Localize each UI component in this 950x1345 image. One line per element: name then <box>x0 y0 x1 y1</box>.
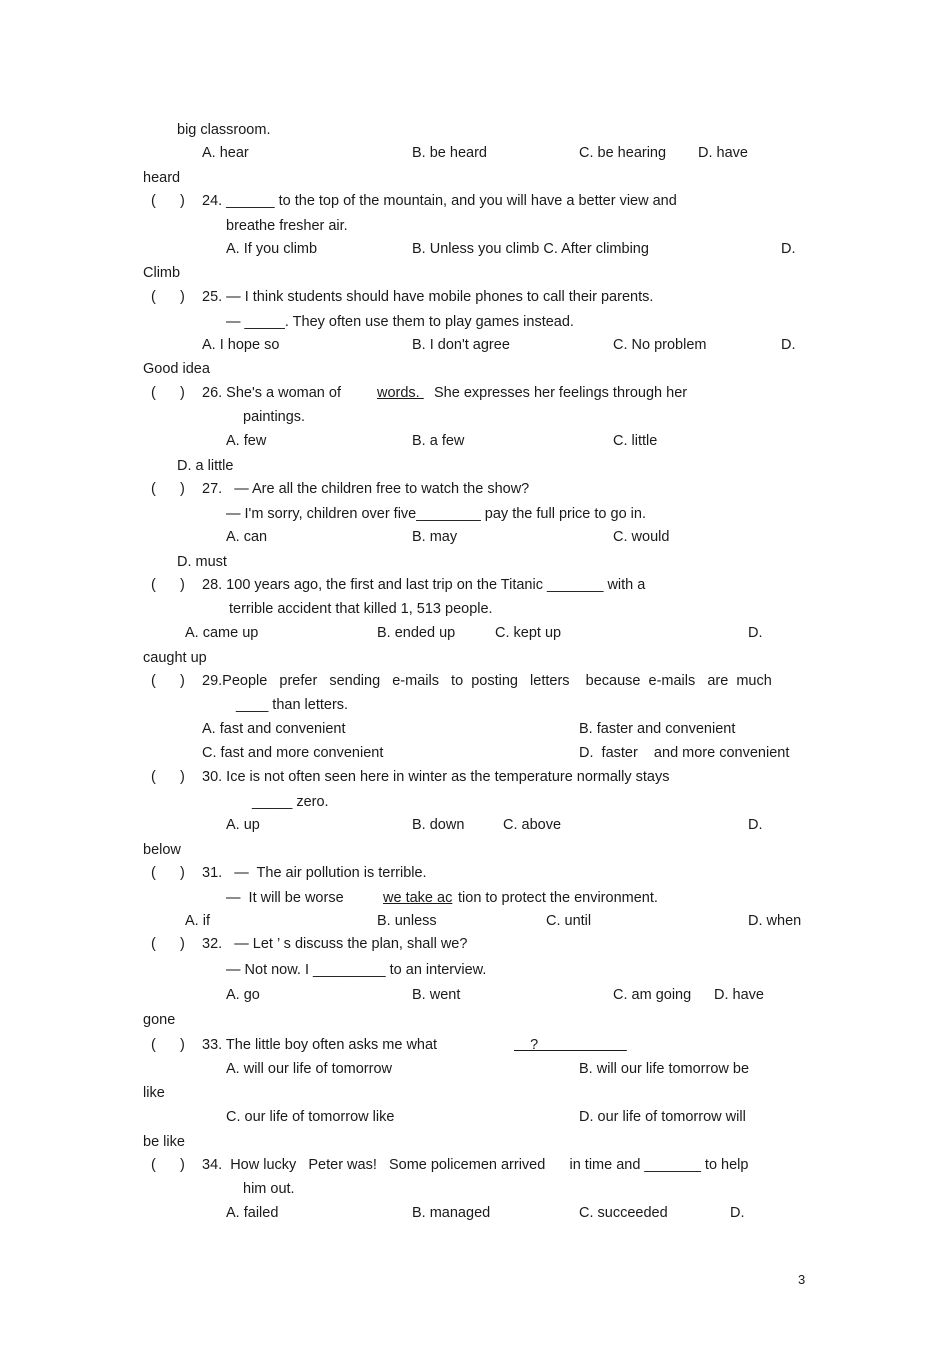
q30-option-b: B. down <box>412 817 465 833</box>
q27-answer-paren: ( ) <box>151 481 185 497</box>
q33-stem-line1: 33. The little boy often asks me what <box>202 1037 438 1053</box>
q27-option-a: A. can <box>226 529 268 545</box>
q30-option-c: C. above <box>503 817 562 833</box>
q33-answer-paren: ( ) <box>151 1037 185 1053</box>
q33-option-b: B. will our life tomorrow be <box>579 1061 750 1077</box>
q29-option-c: C. fast and more convenient <box>202 745 384 761</box>
q27-option-d: D. must <box>177 554 227 570</box>
q31-option-c: C. until <box>546 913 592 929</box>
q30-option-d: D. <box>748 817 763 833</box>
q28-option-b: B. ended up <box>377 625 456 641</box>
q27-option-b: B. may <box>412 529 458 545</box>
q23-option-c: C. be hearing <box>579 145 667 161</box>
q29-option-d: D. faster and more convenient <box>579 745 790 761</box>
q24-stem-line2: breathe fresher air. <box>226 218 348 234</box>
q30-option-a: A. up <box>226 817 260 833</box>
q24-option-a: A. If you climb <box>226 241 318 257</box>
q24-option-b-c: B. Unless you climb C. After climbing <box>412 241 649 257</box>
q31-option-b: B. unless <box>377 913 437 929</box>
q29-stem-line1: 29.People prefer sending e-mails to posting letters because e-mails are much <box>202 673 772 689</box>
q27-stem-line1: 27. — Are all the children free to watch the show? <box>202 481 530 497</box>
q23-option-b: B. be heard <box>412 145 487 161</box>
q31-stem-line1: 31. — The air pollution is terrible. <box>202 865 427 881</box>
page-number: 3 <box>798 1272 806 1287</box>
q25-stem-line2: — _____. They often use them to play games instead. <box>226 314 574 330</box>
q34-option-a: A. failed <box>226 1205 279 1221</box>
q34-option-c: C. succeeded <box>579 1205 668 1221</box>
q24-stem-line1: 24. ______ to the top of the mountain, and you will have a better view and <box>202 193 677 209</box>
q27-option-c: C. would <box>613 529 670 545</box>
q32-option-c: C. am going <box>613 987 692 1003</box>
q31-option-d: D. when <box>748 913 802 929</box>
q32-option-d-wrap: gone <box>143 1012 176 1028</box>
q24-answer-paren: ( ) <box>151 193 185 209</box>
q30-stem-line2: _____ zero. <box>252 794 329 810</box>
q32-stem-line2: — Not now. I _________ to an interview. <box>226 962 487 978</box>
q33-option-d: D. our life of tomorrow will <box>579 1109 746 1125</box>
q26-option-d: D. a little <box>177 458 234 474</box>
q28-answer-paren: ( ) <box>151 577 185 593</box>
q34-option-b: B. managed <box>412 1205 491 1221</box>
q29-option-b: B. faster and convenient <box>579 721 736 737</box>
q26-option-c: C. little <box>613 433 658 449</box>
q28-option-a: A. came up <box>185 625 259 641</box>
q29-stem-line2: ____ than letters. <box>236 697 349 713</box>
q30-answer-paren: ( ) <box>151 769 185 785</box>
q25-answer-paren: ( ) <box>151 289 185 305</box>
q32-option-d: D. have <box>714 987 764 1003</box>
q31-stem-underlined: we take ac <box>383 890 453 906</box>
q26-stem-pre: 26. She's a woman of <box>202 385 341 401</box>
q28-stem-line1: 28. 100 years ago, the first and last trip on the Titanic _______ with a <box>202 577 646 593</box>
q30-stem-line1: 30. Ice is not often seen here in winter as the temperature normally stays <box>202 769 670 785</box>
q32-option-a: A. go <box>226 987 260 1003</box>
q25-stem-line1: 25. — I think students should have mobile phones to call their parents. <box>202 289 654 305</box>
q31-answer-paren: ( ) <box>151 865 185 881</box>
q25-option-d-wrap: Good idea <box>143 361 210 377</box>
q26-option-a: A. few <box>226 433 267 449</box>
q34-stem-line1: 34. How lucky Peter was! Some policemen arrived in time and _______ to help <box>202 1157 749 1173</box>
q28-option-c: C. kept up <box>495 625 562 641</box>
q33-option-a: A. will our life of tomorrow <box>226 1061 392 1077</box>
q33-stem-blank: ? <box>514 1037 627 1053</box>
q31-option-a: A. if <box>185 913 210 929</box>
q34-stem-line2: him out. <box>243 1181 295 1197</box>
q33-option-b-wrap: like <box>143 1085 165 1101</box>
q25-option-d: D. <box>781 337 796 353</box>
q29-answer-paren: ( ) <box>151 673 185 689</box>
q26-stem-line2: paintings. <box>243 409 306 425</box>
q25-option-a: A. I hope so <box>202 337 280 353</box>
q28-option-d-wrap: caught up <box>143 650 207 666</box>
q31-stem-line2-pre: — It will be worse <box>226 890 344 906</box>
q30-option-d-wrap: below <box>143 842 181 858</box>
q23-option-a: A. hear <box>202 145 249 161</box>
q29-option-a: A. fast and convenient <box>202 721 346 737</box>
q32-stem-line1: 32. — Let ’ s discuss the plan, shall we? <box>202 936 468 952</box>
q25-option-b: B. I don't agree <box>412 337 510 353</box>
q33-option-c: C. our life of tomorrow like <box>226 1109 395 1125</box>
q26-stem-post: She expresses her feelings through her <box>434 385 688 401</box>
q28-stem-line2: terrible accident that killed 1, 513 people. <box>229 601 493 617</box>
q32-option-b: B. went <box>412 987 461 1003</box>
q24-option-d-wrap: Climb <box>143 265 181 281</box>
q26-stem-underlined: words. <box>377 385 424 401</box>
q31-stem-line2-post: tion to protect the environment. <box>458 890 658 906</box>
q33-option-d-wrap: be like <box>143 1134 185 1150</box>
q23-stem-end: big classroom. <box>177 122 271 138</box>
q24-option-d: D. <box>781 241 796 257</box>
q23-option-d: D. have <box>698 145 748 161</box>
q27-stem-line2: — I'm sorry, children over five________ pay the full price to go in. <box>226 506 646 522</box>
q26-answer-paren: ( ) <box>151 385 185 401</box>
q32-answer-paren: ( ) <box>151 936 185 952</box>
q26-option-b: B. a few <box>412 433 465 449</box>
q34-option-d: D. <box>730 1205 745 1221</box>
q25-option-c: C. No problem <box>613 337 707 353</box>
q34-answer-paren: ( ) <box>151 1157 185 1173</box>
q23-option-d-wrap: heard <box>143 170 181 186</box>
q28-option-d: D. <box>748 625 763 641</box>
